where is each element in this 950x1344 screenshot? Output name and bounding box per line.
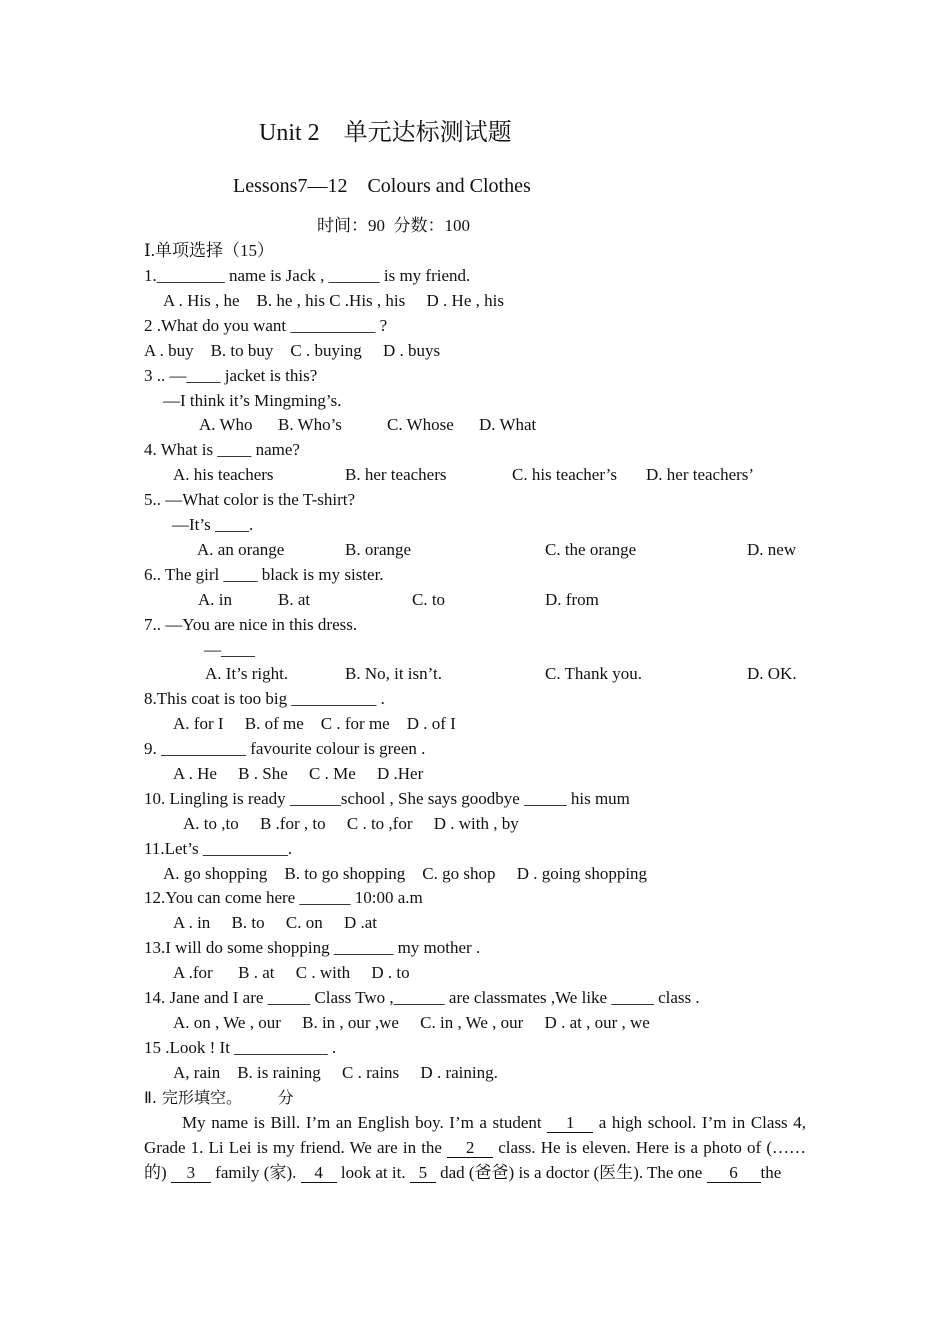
cloze-blank-3: 3 <box>171 1163 211 1183</box>
q9-stem: 9. __________ favourite colour is green . <box>144 739 426 758</box>
cloze-text-1: My name is Bill. I’m an English boy. I’m a student <box>182 1113 542 1132</box>
q11-stem: 11.Let’s __________. <box>144 839 293 858</box>
q5-option-c: C. the orange <box>545 540 637 559</box>
q2-options: A . buy B. to buy C . buying D . buys <box>144 341 441 360</box>
q3-option-c: C. Whose <box>387 415 454 434</box>
q10-stem: 10. Lingling is ready ______school , She says goodbye _____ his mum <box>144 789 630 808</box>
cloze-blank-4: 4 <box>301 1163 337 1183</box>
q8-options: A. for I B. of me C . for me D . of I <box>173 714 456 733</box>
q10-options: A. to ,to B .for , to C . to ,for D . with , by <box>183 814 519 833</box>
q12-stem: 12.You can come here ______ 10:00 a.m <box>144 888 423 907</box>
q4-option-d: D. her teachers’ <box>646 465 755 484</box>
q2-stem: 2 .What do you want __________ ? <box>144 316 388 335</box>
cloze-text-4: family (家). <box>215 1163 297 1182</box>
q4-stem: 4. What is ____ name? <box>144 440 300 459</box>
cloze-text-2: a high school. I’m in Class 4, Grade 1. Li Lei is my friend. We are in the <box>144 1113 806 1157</box>
q7-option-a: A. It’s right. <box>205 664 289 683</box>
time-score-line: 时间：90 分数：100 <box>317 216 470 235</box>
cloze-text-7: the <box>760 1163 782 1182</box>
cloze-text-5: look at it. <box>340 1163 406 1182</box>
q11-options: A. go shopping B. to go shopping C. go shop D . going shopping <box>163 864 648 883</box>
q3-reply: —I think it’s Mingming’s. <box>163 391 342 410</box>
cloze-blank-5: 5 <box>410 1163 436 1183</box>
cloze-text-6: dad (爸爸) is a doctor (医生). The one <box>440 1163 703 1182</box>
q14-options: A. on , We , our B. in , our ,we C. in , We , our D . at , our , we <box>173 1013 650 1032</box>
q5-option-a: A. an orange <box>197 540 285 559</box>
cloze-text-3: class. He is eleven. Here is a photo of (……的) <box>144 1138 807 1182</box>
section-2-heading: Ⅱ. 完形填空。 分 <box>144 1088 294 1107</box>
q12-options: A . in B. to C. on D .at <box>173 913 378 932</box>
q6-option-b: B. at <box>278 590 311 609</box>
q5-option-b: B. orange <box>345 540 412 559</box>
q8-stem: 8.This coat is too big __________ . <box>144 689 385 708</box>
q6-stem: 6.. The girl ____ black is my sister. <box>144 565 384 584</box>
q14-stem: 14. Jane and I are _____ Class Two ,______ are classmates ,We like _____ class . <box>144 988 700 1007</box>
q7-option-d: D. OK. <box>747 664 797 683</box>
q7-stem: 7.. —You are nice in this dress. <box>144 615 358 634</box>
q7-reply: —____ <box>204 640 255 659</box>
q3-option-a: A. Who <box>199 415 253 434</box>
lesson-subtitle: Lessons7—12 Colours and Clothes <box>233 175 531 197</box>
q5-reply: —It’s ____. <box>172 515 254 534</box>
q4-option-a: A. his teachers <box>173 465 274 484</box>
section-1-heading: Ⅰ.单项选择（15） <box>144 241 274 260</box>
cloze-passage <box>144 1110 806 1185</box>
q5-option-d: D. new <box>747 540 797 559</box>
q7-option-b: B. No, it isn’t. <box>345 664 442 683</box>
q9-options: A . He B . She C . Me D .Her <box>173 764 424 783</box>
cloze-blank-2: 2 <box>447 1138 493 1158</box>
q6-option-c: C. to <box>412 590 446 609</box>
cloze-blank-1: 1 <box>547 1113 593 1133</box>
q13-options: A .for B . at C . with D . to <box>173 963 410 982</box>
q3-stem: 3 .. —____ jacket is this? <box>144 366 318 385</box>
q1-options: A . His , he B. he , his C .His , his D . He , his <box>163 291 504 310</box>
cloze-blank-6: 6 <box>707 1163 761 1183</box>
q13-stem: 13.I will do some shopping _______ my mother . <box>144 938 481 957</box>
q7-option-c: C. Thank you. <box>545 664 642 683</box>
q5-stem: 5.. —What color is the T-shirt? <box>144 490 356 509</box>
q4-option-b: B. her teachers <box>345 465 447 484</box>
q3-option-b: B. Who’s <box>278 415 342 434</box>
q15-options: A, rain B. is raining C . rains D . raining. <box>173 1063 498 1082</box>
q3-option-d: D. What <box>479 415 537 434</box>
page-title: Unit 2 单元达标测试题 <box>259 120 512 146</box>
q6-option-a: A. in <box>198 590 232 609</box>
q4-option-c: C. his teacher’s <box>512 465 617 484</box>
q1-stem: 1.________ name is Jack , ______ is my friend. <box>144 266 471 285</box>
q15-stem: 15 .Look ! It ___________ . <box>144 1038 337 1057</box>
q6-option-d: D. from <box>545 590 599 609</box>
